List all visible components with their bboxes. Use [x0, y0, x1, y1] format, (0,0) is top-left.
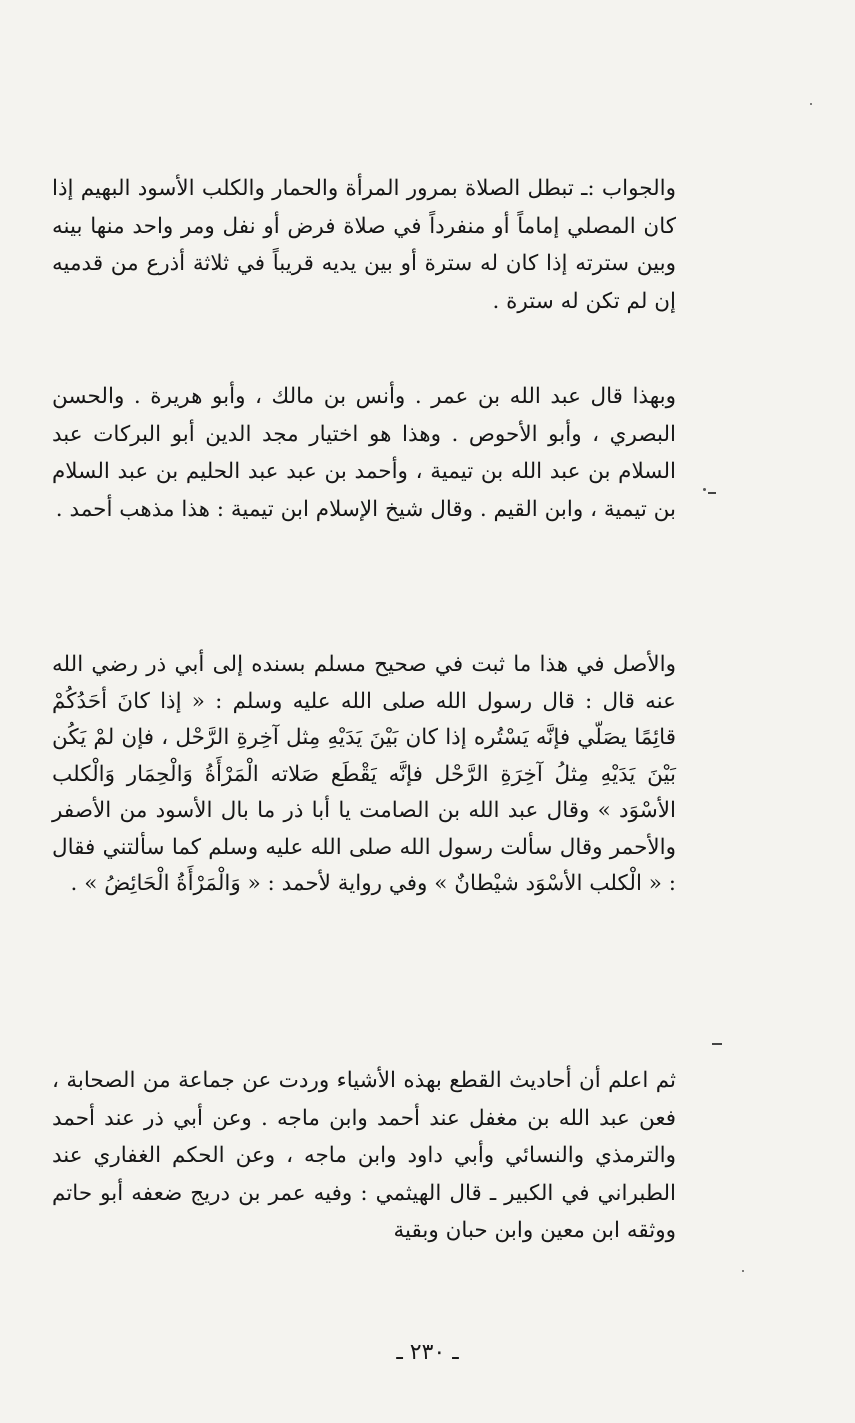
scan-speck — [810, 103, 812, 105]
page-number: ـ ٢٣٠ ـ — [396, 1340, 459, 1365]
paragraph-narrations: ثم اعلم أن أحاديث القطع بهذه الأشياء وردت عن جماعة من الصحابة ، فعن عبد الله بن مغفل عند أحمد وابن ماجه . وعن أبي ذر عند أحمد والترمذي والنسائي وأبي داود وابن ماجه ، وعن الحكم الغفاري عند الطبراني في الكبير ـ قال الهيثمي : وفيه عمر بن دريج ضعفه أبو حاتم ووثقه ابن معين وابن حبان وبقية — [52, 1068, 676, 1243]
scan-speck — [703, 488, 706, 491]
scan-mark — [712, 1043, 722, 1045]
paragraph-hadith: والأصل في هذا ما ثبت في صحيح مسلم بسنده إلى أبي ذر رضي الله عنه قال : قال رسول الله صلى الله عليه وسلم : « إذا كانَ أحَدُكُمْ قائِمًا يصَلّي فإنَّه يَسْتُره إذا كان بَيْنَ يَدَيْهِ مِثل آخِرةِ الرَّحْل ، فإن لمْ يَكُن بَيْنَ يَدَيْهِ مِثلُ آخِرَةِ الرَّحْل فإنَّه يَقْطَع صَلاته الْمَرْأَةُ وَالْحِمَار وَالْكلب الأسْوَد » وقال عبد الله بن الصامت يا أبا ذر ما بال الأسود من الأصفر والأحمر وقال سألت رسول الله صلى الله عليه وسلم كما سألتني فقال : « الْكلب الأسْوَد شيْطانٌ » وفي رواية لأحمد : « وَالْمَرْأَةُ الْحَائِضُ » . — [52, 652, 676, 896]
paragraph-answer: والجواب :ـ تبطل الصلاة بمرور المرأة والحمار والكلب الأسود البهيم إذا كان المصلي إماماً أو منفرداً في صلاة فرض أو نفل ومر واحد منها بينه وبين سترته إذا كان له سترة أو بين يديه قريباً في ثلاثة أذرع من قدميه إن لم تكن له سترة . — [52, 176, 676, 314]
scan-speck — [742, 1270, 744, 1272]
scan-mark — [708, 492, 716, 494]
paragraph-scholars: وبهذا قال عبد الله بن عمر . وأنس بن مالك ، وأبو هريرة . والحسن البصري ، وأبو الأحوص . وهذا هو اختيار مجد الدين أبو البركات عبد السلام بن عبد الله بن تيمية ، وأحمد بن عبد عبد الحليم بن عبد السلام بن تيمية ، وابن القيم . وقال شيخ الإسلام ابن تيمية : هذا مذهب أحمد . — [52, 384, 676, 522]
